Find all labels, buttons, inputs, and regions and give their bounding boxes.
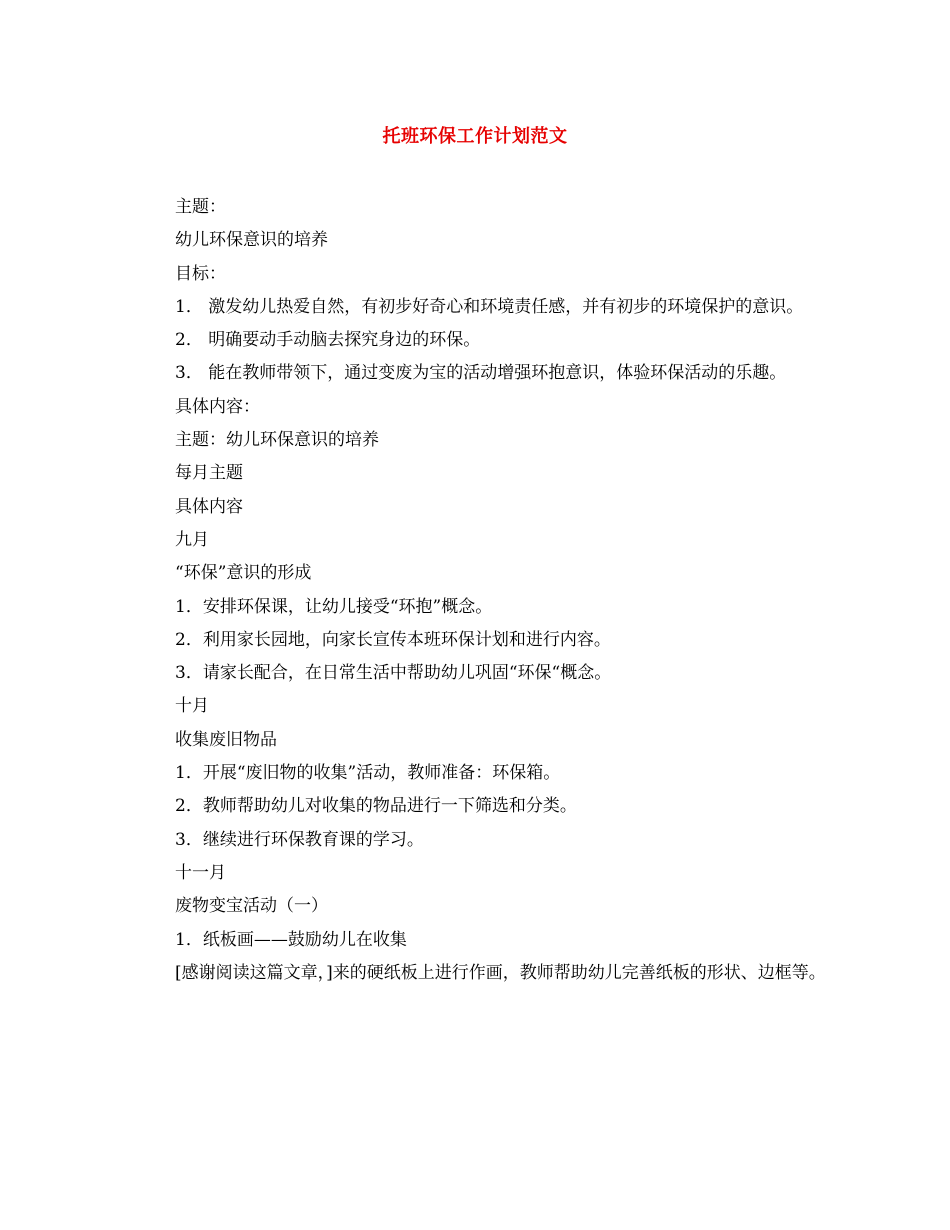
- paragraph: 1． 激发幼儿热爱自然，有初步好奇心和环境责任感，并有初步的环境保护的意识。: [175, 296, 804, 317]
- paragraph: 2． 明确要动手动脑去探究身边的环保。: [175, 330, 481, 351]
- paragraph: 3．请家长配合，在日常生活中帮助幼儿巩固“环保“概念。: [175, 663, 612, 684]
- paragraph: 3．继续进行环保教育课的学习。: [175, 829, 424, 850]
- paragraph: 幼儿环保意识的培养: [175, 230, 328, 251]
- paragraph: 3． 能在教师带领下，通过变废为宝的活动增强环抱意识，体验环保活动的乐趣。: [175, 363, 787, 384]
- paragraph: 2．教师帮助幼儿对收集的物品进行一下筛选和分类。: [175, 796, 577, 817]
- paragraph: 具体内容：: [175, 396, 260, 417]
- paragraph: [感谢阅读这篇文章，]来的硬纸板上进行作画，教师帮助幼儿完善纸板的形状、边框等。: [175, 962, 826, 983]
- paragraph: 目标：: [175, 263, 226, 284]
- document-title: 托班环保工作计划范文: [382, 126, 568, 147]
- paragraph: 每月主题: [175, 463, 243, 484]
- paragraph: 具体内容: [175, 496, 243, 517]
- paragraph: 2．利用家长园地，向家长宣传本班环保计划和进行内容。: [175, 629, 611, 650]
- paragraph: 主题：: [175, 197, 226, 217]
- paragraph: “环保”意识的形成: [175, 563, 312, 584]
- paragraph: 1．开展“废旧物的收集”活动，教师准备：环保箱。: [175, 763, 561, 784]
- paragraph: 废物变宝活动（一）: [175, 896, 328, 917]
- paragraph: 1．纸板画——鼓励幼儿在收集: [175, 929, 407, 950]
- paragraph: 主题：幼儿环保意识的培养: [175, 430, 379, 451]
- paragraph: 十月: [175, 696, 209, 717]
- paragraph: 十一月: [175, 862, 226, 883]
- paragraph: 九月: [175, 529, 209, 550]
- paragraph: 收集废旧物品: [175, 729, 277, 750]
- document-body: [139, 191, 829, 990]
- paragraph: 1．安排环保课，让幼儿接受“环抱”概念。: [175, 596, 493, 617]
